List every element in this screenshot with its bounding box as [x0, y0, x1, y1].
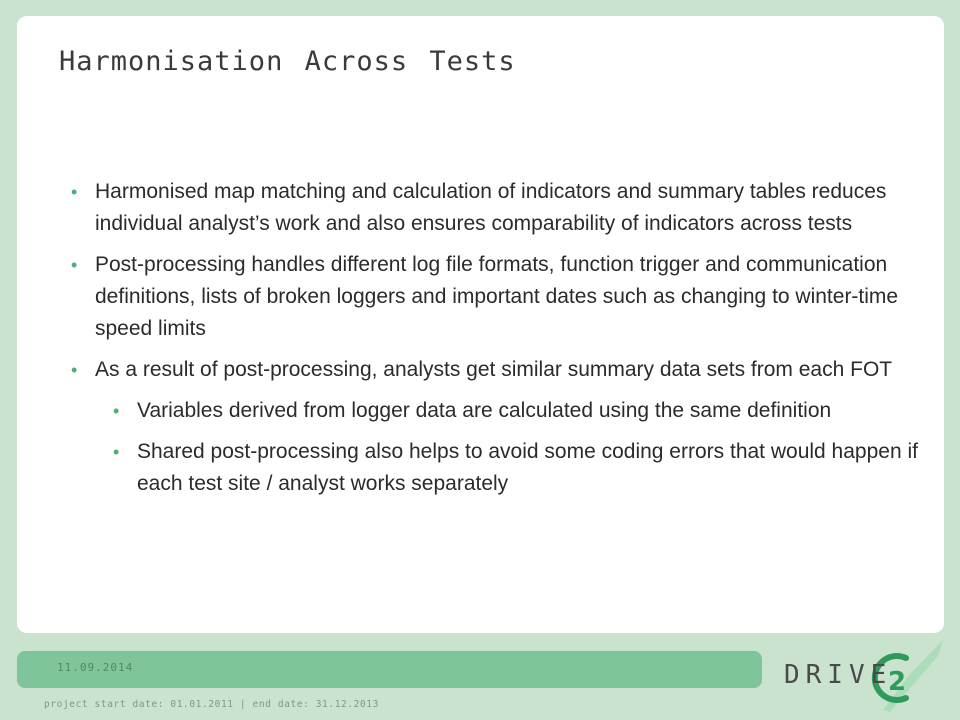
bullet-icon: • — [113, 401, 120, 421]
project-dates: project start date: 01.01.2011 | end date: 31.12.2013 — [44, 699, 379, 710]
sub-list-item — [101, 395, 919, 427]
slide-panel — [17, 16, 944, 633]
bullet-icon: • — [113, 442, 120, 462]
sub-list-item — [101, 436, 919, 500]
logo-text: DRIVE — [784, 660, 893, 690]
logo-numeral: 2 — [888, 667, 907, 697]
list-item — [59, 249, 919, 345]
bullet-list — [59, 176, 919, 509]
sub-bullet-text: Variables derived from logger data are calculated using the same definition — [137, 399, 832, 422]
bullet-text: Post-processing handles different log file formats, function trigger and communication definitions, lists of broken loggers and important dates such as changing to winter-time speed limits — [95, 253, 899, 340]
footer-bar — [17, 651, 762, 688]
bullet-text: As a result of post-processing, analysts get similar summary data sets from each FOT — [95, 358, 893, 381]
bullet-text: Harmonised map matching and calculation of indicators and summary tables reduces individual analyst’s work and also ensures comparability of indicators across tests — [95, 180, 887, 235]
sub-bullet-text: Shared post-processing also helps to avoid some coding errors that would happen if each test site / analyst works separately — [137, 440, 918, 495]
footer-date: 11.09.2014 — [57, 661, 134, 674]
slide-title: Harmonisation Across Tests — [59, 46, 516, 77]
drive-c2-logo — [778, 636, 948, 714]
bullet-icon: • — [71, 255, 78, 275]
bullet-icon: • — [71, 182, 78, 202]
bullet-icon: • — [71, 360, 78, 380]
list-item — [59, 176, 919, 240]
list-item — [59, 354, 919, 386]
